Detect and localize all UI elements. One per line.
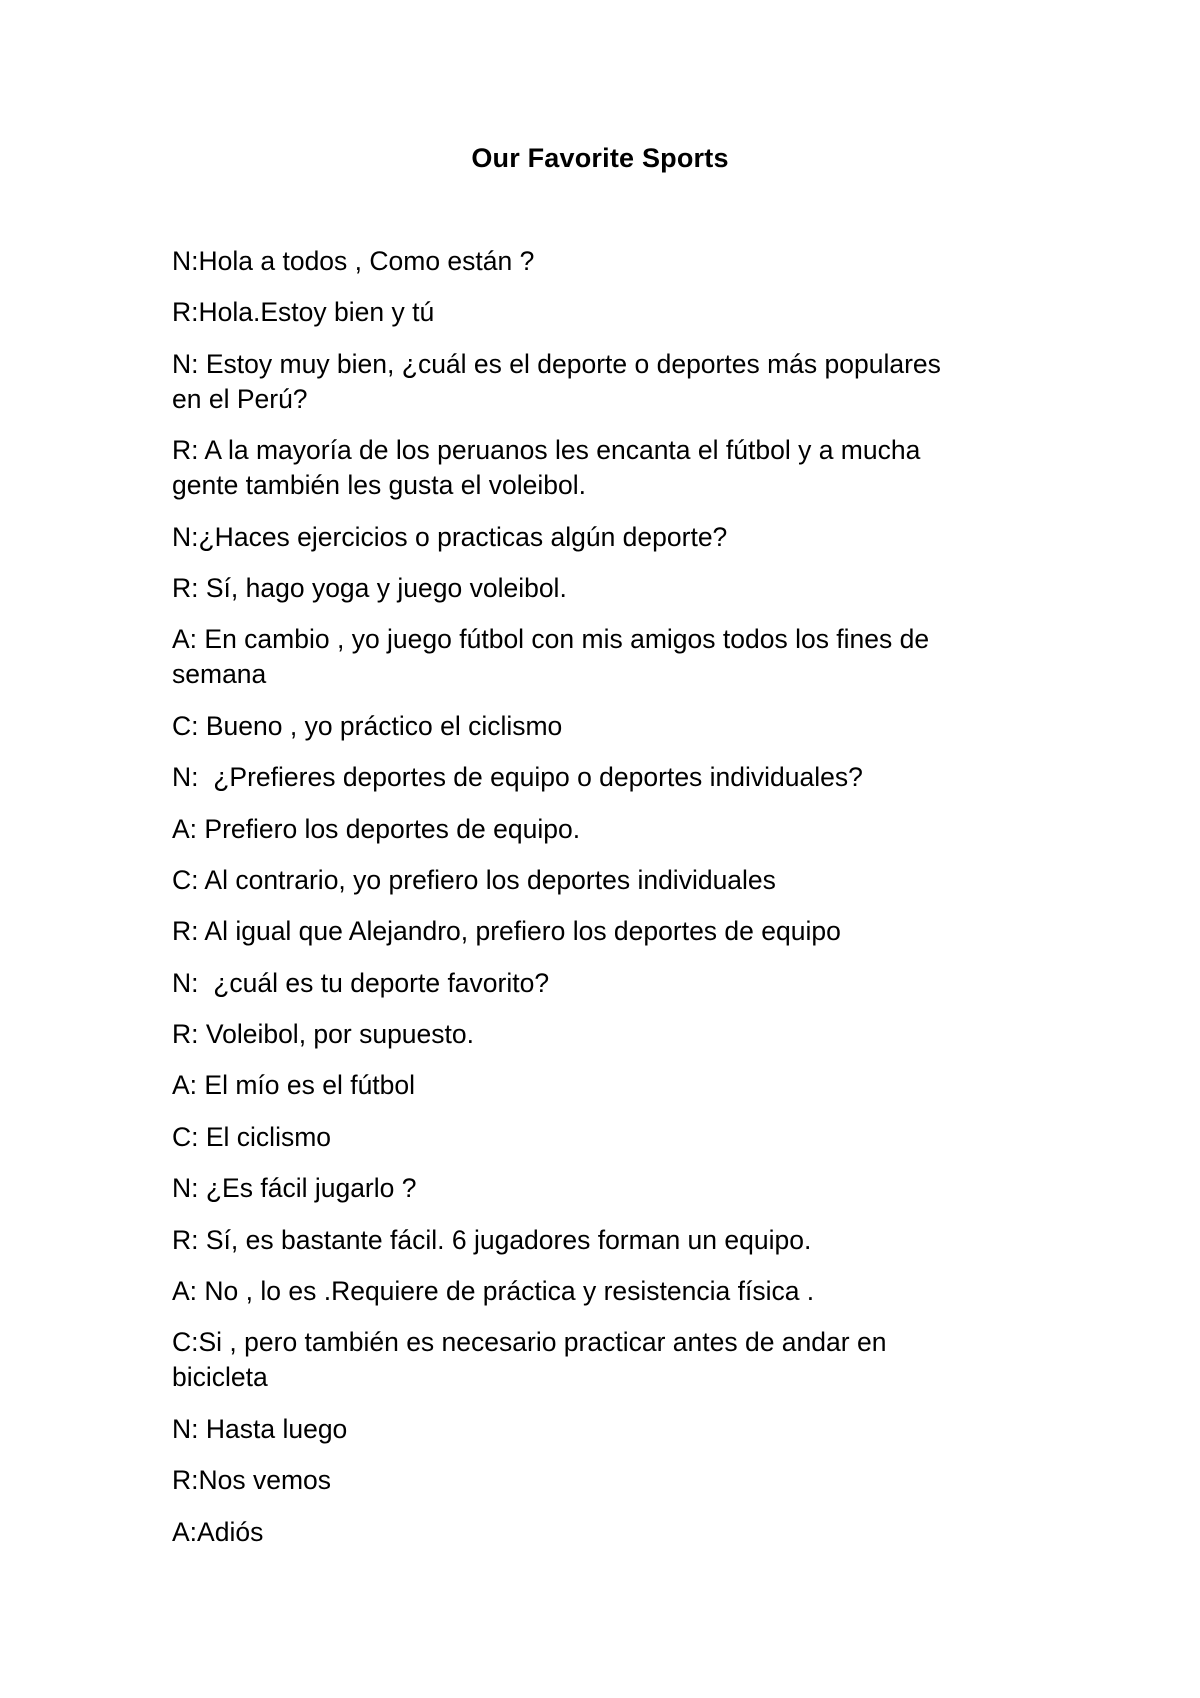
dialogue-line: A: En cambio , yo juego fútbol con mis amigos todos los fines de semana (172, 624, 930, 690)
dialogue-list (172, 244, 1022, 1566)
dialogue-line: R: Voleibol, por supuesto. (172, 1019, 474, 1050)
dialogue-line: N: ¿Prefieres deportes de equipo o deportes individuales? (172, 762, 863, 793)
dialogue-line: N: ¿cuál es tu deporte favorito? (172, 967, 550, 998)
dialogue-line: R:Nos vemos (172, 1465, 332, 1496)
dialogue-line: A: No , lo es .Requiere de práctica y resistencia física . (172, 1276, 815, 1307)
dialogue-line: N:¿Haces ejercicios o practicas algún deporte? (172, 521, 728, 552)
dialogue-line: A: Prefiero los deportes de equipo. (172, 813, 581, 844)
dialogue-line: R: A la mayoría de los peruanos les encanta el fútbol y a mucha gente también les gusta el voleibol. (172, 435, 921, 501)
dialogue-line: C: Al contrario, yo prefiero los deportes individuales (172, 864, 776, 895)
dialogue-line: N: ¿Es fácil jugarlo ? (172, 1173, 417, 1204)
dialogue-line: N: Hasta luego (172, 1413, 348, 1444)
dialogue-line: C:Si , pero también es necesario practicar antes de andar en bicicleta (172, 1327, 887, 1393)
dialogue-line: A:Adiós (172, 1516, 264, 1547)
dialogue-line: A: El mío es el fútbol (172, 1070, 416, 1101)
dialogue-line: R: Al igual que Alejandro, prefiero los deportes de equipo (172, 916, 841, 947)
dialogue-line: C: El ciclismo (172, 1121, 332, 1152)
dialogue-line: C: Bueno , yo práctico el ciclismo (172, 710, 563, 741)
dialogue-line: R: Sí, hago yoga y juego voleibol. (172, 572, 567, 603)
dialogue-line: N: Estoy muy bien, ¿cuál es el deporte o deportes más populares en el Perú? (172, 348, 941, 414)
document-title: Our Favorite Sports (471, 143, 729, 173)
dialogue-line: R:Hola.Estoy bien y tú (172, 297, 435, 328)
dialogue-line: R: Sí, es bastante fácil. 6 jugadores forman un equipo. (172, 1224, 812, 1255)
dialogue-line: N:Hola a todos , Como están ? (172, 246, 535, 276)
